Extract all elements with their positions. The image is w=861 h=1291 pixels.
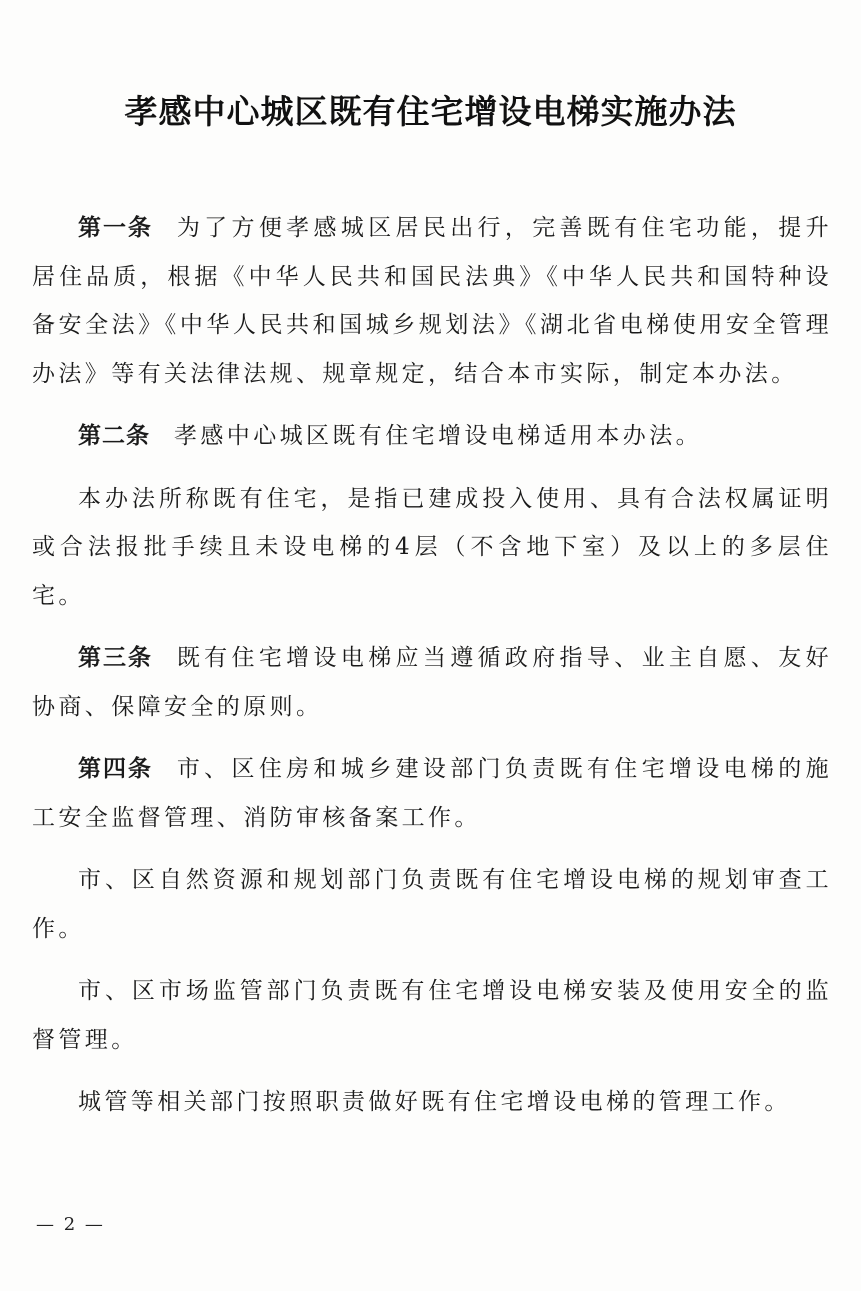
paragraph-article-1 [32, 204, 832, 398]
paragraph-text: 为了方便孝感城区居民出行，完善既有住宅功能，提升居住品质，根据《中华人民共和国民法典》《中华人民共和国特种设备安全法》《中华人民共和国城乡规划法》《湖北省电梯使用安全管理办法》等有关法律法规、规章规定，结合本市实际，制定本办法。 [32, 215, 833, 387]
paragraph-article-4 [32, 745, 832, 842]
document-title: 孝感中心城区既有住宅增设电梯实施办法 [124, 92, 737, 131]
paragraph-text: 市、区市场监管部门负责既有住宅增设电梯安装及使用安全的监督管理。 [32, 978, 832, 1053]
paragraph-article-2 [32, 412, 832, 461]
paragraph-article-2-definition [32, 475, 832, 621]
paragraph-article-3 [32, 634, 832, 731]
paragraph-text: 市、区住房和城乡建设部门负责既有住宅增设电梯的施工安全监督管理、消防审核备案工作。 [32, 756, 833, 831]
paragraph-text: 市、区自然资源和规划部门负责既有住宅增设电梯的规划审查工作。 [32, 867, 832, 942]
paragraph-article-4-urban [32, 1078, 832, 1127]
paragraph-text: 既有住宅增设电梯应当遵循政府指导、业主自愿、友好协商、保障安全的原则。 [32, 645, 833, 720]
page-number: — 2 — [36, 1214, 105, 1235]
article-heading: 第一条 [78, 215, 153, 241]
paragraph-text: 孝感中心城区既有住宅增设电梯适用本办法。 [174, 423, 702, 449]
paragraph-text: 城管等相关部门按照职责做好既有住宅增设电梯的管理工作。 [78, 1089, 791, 1115]
article-heading: 第四条 [78, 756, 153, 782]
article-heading: 第三条 [78, 645, 153, 671]
paragraph-text: 本办法所称既有住宅，是指已建成投入使用、具有合法权属证明或合法报批手续且未设电梯的4层（不含地下室）及以上的多层住宅。 [32, 485, 832, 609]
paragraph-article-4-planning [32, 856, 832, 953]
article-heading: 第二条 [78, 423, 150, 449]
paragraph-article-4-market [32, 967, 832, 1064]
document-body [32, 204, 832, 1141]
